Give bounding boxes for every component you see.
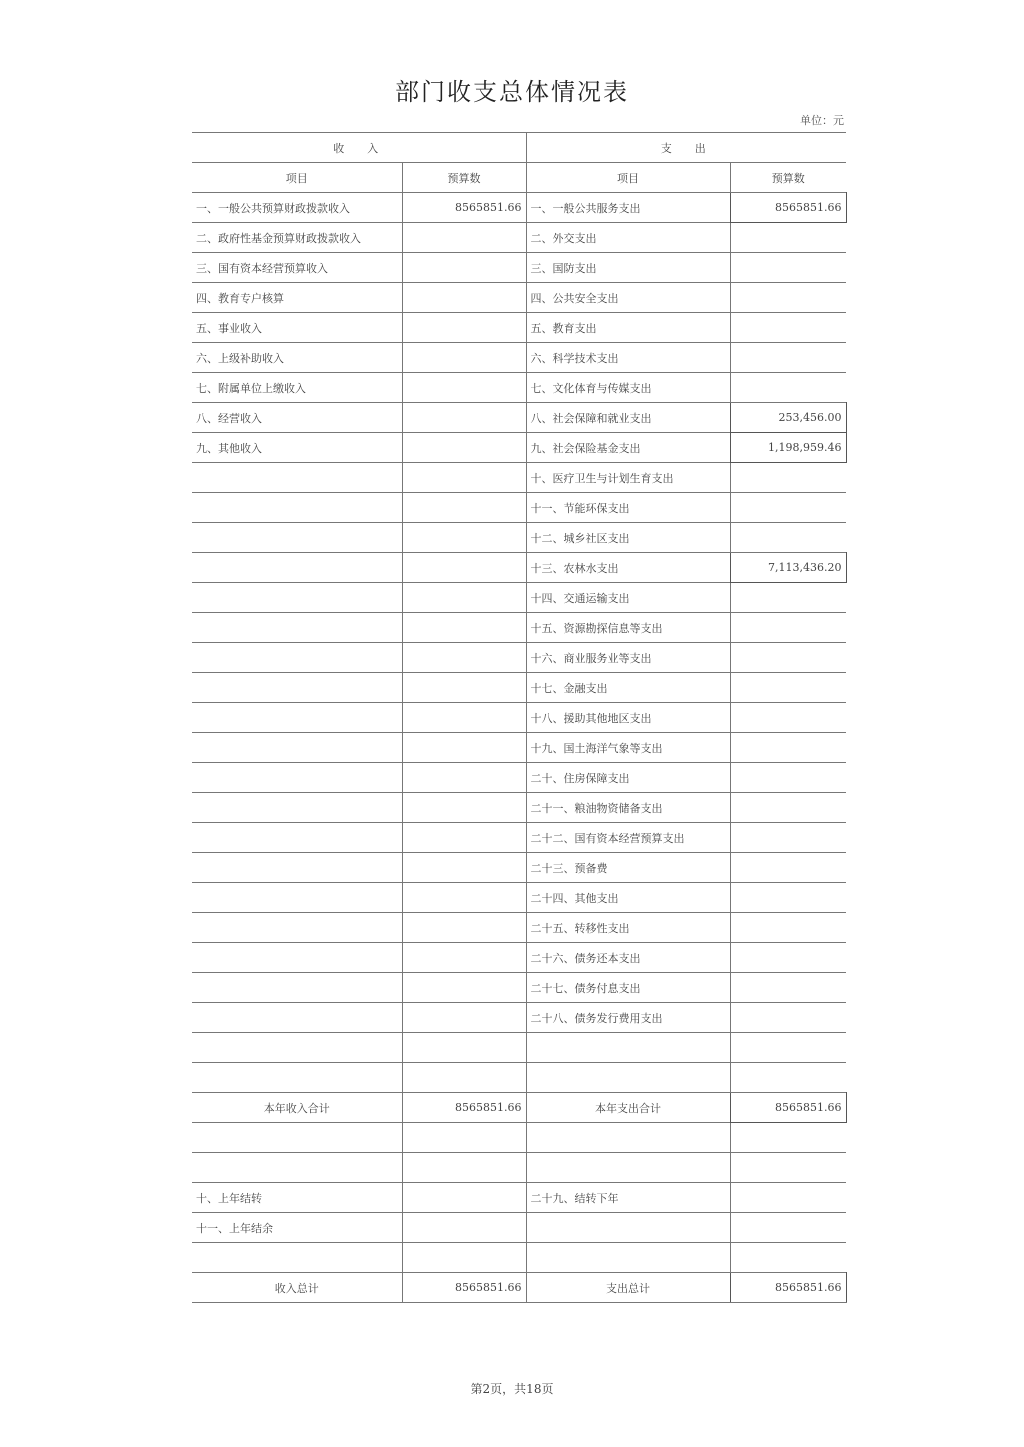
expense-value bbox=[730, 883, 846, 913]
blank-cell bbox=[192, 1243, 402, 1273]
income-value bbox=[402, 673, 526, 703]
carry-out-value bbox=[730, 1183, 846, 1213]
expense-item: 五、教育支出 bbox=[526, 313, 730, 343]
expense-budget-header: 预算数 bbox=[730, 163, 846, 193]
income-item bbox=[192, 703, 402, 733]
table-row bbox=[192, 823, 846, 853]
expense-value bbox=[730, 763, 846, 793]
expense-item: 四、公共安全支出 bbox=[526, 283, 730, 313]
income-expense-table bbox=[192, 132, 847, 1303]
expense-item: 二十八、债务发行费用支出 bbox=[526, 1003, 730, 1033]
blank-cell bbox=[730, 1123, 846, 1153]
table-row bbox=[192, 853, 846, 883]
expense-item: 二十一、粮油物资储备支出 bbox=[526, 793, 730, 823]
table-row bbox=[192, 943, 846, 973]
table-row bbox=[192, 313, 846, 343]
table-row bbox=[192, 1123, 846, 1153]
income-grand-total-value: 8565851.66 bbox=[402, 1273, 526, 1303]
income-value bbox=[402, 583, 526, 613]
expense-item: 十五、资源勘探信息等支出 bbox=[526, 613, 730, 643]
expense-item: 十、医疗卫生与计划生育支出 bbox=[526, 463, 730, 493]
income-item bbox=[192, 763, 402, 793]
expense-item: 二十五、转移性支出 bbox=[526, 913, 730, 943]
table-row bbox=[192, 433, 846, 463]
income-item bbox=[192, 1063, 402, 1093]
expense-value bbox=[730, 373, 846, 403]
income-value bbox=[402, 523, 526, 553]
blank-cell bbox=[192, 1153, 402, 1183]
expense-value bbox=[730, 283, 846, 313]
income-value bbox=[402, 553, 526, 583]
table-row bbox=[192, 733, 846, 763]
expense-section-label: 支 出 bbox=[526, 133, 846, 163]
table-row bbox=[192, 583, 846, 613]
expense-item: 一、一般公共服务支出 bbox=[526, 193, 730, 223]
income-item-header: 项目 bbox=[192, 163, 402, 193]
income-item bbox=[192, 523, 402, 553]
table-row bbox=[192, 1063, 846, 1093]
column-header-row bbox=[192, 163, 846, 193]
table-row bbox=[192, 1003, 846, 1033]
expense-value bbox=[730, 343, 846, 373]
income-value bbox=[402, 973, 526, 1003]
expense-item: 十七、金融支出 bbox=[526, 673, 730, 703]
table-row bbox=[192, 193, 846, 223]
income-item: 九、其他收入 bbox=[192, 433, 402, 463]
expense-value bbox=[730, 1003, 846, 1033]
table-row bbox=[192, 793, 846, 823]
expense-value: 7,113,436.20 bbox=[730, 553, 846, 583]
blank-cell bbox=[526, 1243, 730, 1273]
income-item bbox=[192, 943, 402, 973]
table-row bbox=[192, 613, 846, 643]
table-row bbox=[192, 973, 846, 1003]
income-value bbox=[402, 913, 526, 943]
income-item bbox=[192, 793, 402, 823]
expense-value bbox=[730, 733, 846, 763]
income-budget-header: 预算数 bbox=[402, 163, 526, 193]
expense-value bbox=[730, 613, 846, 643]
expense-value bbox=[730, 973, 846, 1003]
expense-value bbox=[730, 463, 846, 493]
expense-item: 七、文化体育与传媒支出 bbox=[526, 373, 730, 403]
income-item: 二、政府性基金预算财政拨款收入 bbox=[192, 223, 402, 253]
expense-item bbox=[526, 1063, 730, 1093]
surplus-label: 十一、上年结余 bbox=[192, 1213, 402, 1243]
table-row bbox=[192, 643, 846, 673]
expense-item: 二十二、国有资本经营预算支出 bbox=[526, 823, 730, 853]
income-value bbox=[402, 733, 526, 763]
expense-value bbox=[730, 493, 846, 523]
income-item bbox=[192, 823, 402, 853]
expense-value bbox=[730, 583, 846, 613]
income-value bbox=[402, 463, 526, 493]
table-row bbox=[192, 913, 846, 943]
income-value: 8565851.66 bbox=[402, 193, 526, 223]
income-item bbox=[192, 973, 402, 1003]
expense-value bbox=[730, 943, 846, 973]
expense-item-header: 项目 bbox=[526, 163, 730, 193]
expense-item: 八、社会保障和就业支出 bbox=[526, 403, 730, 433]
blank-cell bbox=[402, 1153, 526, 1183]
expense-item: 二十三、预备费 bbox=[526, 853, 730, 883]
carry-out-label: 二十九、结转下年 bbox=[526, 1183, 730, 1213]
income-item bbox=[192, 493, 402, 523]
expense-item: 六、科学技术支出 bbox=[526, 343, 730, 373]
income-value bbox=[402, 823, 526, 853]
income-value bbox=[402, 703, 526, 733]
income-item bbox=[192, 1033, 402, 1063]
carry-in-value bbox=[402, 1183, 526, 1213]
table-row bbox=[192, 253, 846, 283]
blank-cell bbox=[526, 1153, 730, 1183]
income-value bbox=[402, 853, 526, 883]
blank-cell bbox=[526, 1213, 730, 1243]
surplus-value bbox=[402, 1213, 526, 1243]
income-item bbox=[192, 463, 402, 493]
expense-value: 253,456.00 bbox=[730, 403, 846, 433]
expense-value bbox=[730, 253, 846, 283]
surplus-row bbox=[192, 1213, 846, 1243]
expense-item: 二十四、其他支出 bbox=[526, 883, 730, 913]
income-value bbox=[402, 343, 526, 373]
income-item bbox=[192, 553, 402, 583]
income-item bbox=[192, 913, 402, 943]
table-row bbox=[192, 463, 846, 493]
grand-total-row bbox=[192, 1273, 846, 1303]
income-value bbox=[402, 1063, 526, 1093]
table-row bbox=[192, 493, 846, 523]
expense-value bbox=[730, 913, 846, 943]
expense-value bbox=[730, 793, 846, 823]
expense-year-total-label: 本年支出合计 bbox=[526, 1093, 730, 1123]
blank-cell bbox=[402, 1123, 526, 1153]
blank-cell bbox=[730, 1153, 846, 1183]
blank-cell bbox=[526, 1123, 730, 1153]
income-value bbox=[402, 883, 526, 913]
expense-item: 十二、城乡社区支出 bbox=[526, 523, 730, 553]
expense-value bbox=[730, 673, 846, 703]
income-value bbox=[402, 493, 526, 523]
income-value bbox=[402, 313, 526, 343]
table-row bbox=[192, 283, 846, 313]
carry-in-label: 十、上年结转 bbox=[192, 1183, 402, 1213]
table-row bbox=[192, 553, 846, 583]
expense-item: 二十六、债务还本支出 bbox=[526, 943, 730, 973]
table-row bbox=[192, 403, 846, 433]
income-grand-total-label: 收入总计 bbox=[192, 1273, 402, 1303]
income-value bbox=[402, 223, 526, 253]
income-item: 七、附属单位上缴收入 bbox=[192, 373, 402, 403]
table-row bbox=[192, 1153, 846, 1183]
expense-item: 十一、节能环保支出 bbox=[526, 493, 730, 523]
expense-value bbox=[730, 223, 846, 253]
income-value bbox=[402, 1033, 526, 1063]
income-value bbox=[402, 373, 526, 403]
table-row bbox=[192, 223, 846, 253]
table-row bbox=[192, 763, 846, 793]
expense-value bbox=[730, 313, 846, 343]
table-row bbox=[192, 523, 846, 553]
income-value bbox=[402, 943, 526, 973]
expense-value bbox=[730, 823, 846, 853]
table-row bbox=[192, 673, 846, 703]
income-item: 八、经营收入 bbox=[192, 403, 402, 433]
income-item bbox=[192, 673, 402, 703]
income-item bbox=[192, 853, 402, 883]
expense-year-total-value: 8565851.66 bbox=[730, 1093, 846, 1123]
table-row bbox=[192, 373, 846, 403]
table-row bbox=[192, 883, 846, 913]
income-value bbox=[402, 793, 526, 823]
blank-cell bbox=[730, 1243, 846, 1273]
expense-value bbox=[730, 703, 846, 733]
expense-item: 十八、援助其他地区支出 bbox=[526, 703, 730, 733]
income-value bbox=[402, 613, 526, 643]
blank-cell bbox=[402, 1243, 526, 1273]
income-value bbox=[402, 643, 526, 673]
income-item bbox=[192, 583, 402, 613]
expense-value bbox=[730, 1063, 846, 1093]
expense-item: 二十七、债务付息支出 bbox=[526, 973, 730, 1003]
page-title: 部门收支总体情况表 bbox=[395, 78, 629, 106]
page-footer: 第2页，共18页 bbox=[470, 1382, 554, 1396]
expense-item: 二、外交支出 bbox=[526, 223, 730, 253]
income-section-label: 收 入 bbox=[192, 133, 526, 163]
income-item bbox=[192, 643, 402, 673]
income-item: 一、一般公共预算财政拨款收入 bbox=[192, 193, 402, 223]
income-item bbox=[192, 613, 402, 643]
table-row bbox=[192, 1243, 846, 1273]
blank-cell bbox=[730, 1213, 846, 1243]
income-value bbox=[402, 763, 526, 793]
expense-value bbox=[730, 523, 846, 553]
income-value bbox=[402, 1003, 526, 1033]
income-item: 三、国有资本经营预算收入 bbox=[192, 253, 402, 283]
expense-value: 8565851.66 bbox=[730, 193, 846, 223]
expense-value: 1,198,959.46 bbox=[730, 433, 846, 463]
expense-item: 二十、住房保障支出 bbox=[526, 763, 730, 793]
year-total-row bbox=[192, 1093, 846, 1123]
table-row bbox=[192, 1033, 846, 1063]
income-value bbox=[402, 403, 526, 433]
expense-value bbox=[730, 1033, 846, 1063]
expense-grand-total-value: 8565851.66 bbox=[730, 1273, 846, 1303]
carry-over-row bbox=[192, 1183, 846, 1213]
table-row bbox=[192, 703, 846, 733]
income-year-total-label: 本年收入合计 bbox=[192, 1093, 402, 1123]
income-item: 五、事业收入 bbox=[192, 313, 402, 343]
income-value bbox=[402, 283, 526, 313]
income-item: 四、教育专户核算 bbox=[192, 283, 402, 313]
expense-item: 十九、国土海洋气象等支出 bbox=[526, 733, 730, 763]
table-row bbox=[192, 343, 846, 373]
expense-item: 十三、农林水支出 bbox=[526, 553, 730, 583]
expense-item: 十四、交通运输支出 bbox=[526, 583, 730, 613]
income-item bbox=[192, 1003, 402, 1033]
blank-cell bbox=[192, 1123, 402, 1153]
expense-value bbox=[730, 643, 846, 673]
income-year-total-value: 8565851.66 bbox=[402, 1093, 526, 1123]
income-item bbox=[192, 883, 402, 913]
section-header-row bbox=[192, 133, 846, 163]
income-value bbox=[402, 253, 526, 283]
income-item bbox=[192, 733, 402, 763]
income-value bbox=[402, 433, 526, 463]
expense-item: 九、社会保险基金支出 bbox=[526, 433, 730, 463]
expense-item bbox=[526, 1033, 730, 1063]
expense-item: 十六、商业服务业等支出 bbox=[526, 643, 730, 673]
unit-label: 单位：元 bbox=[800, 114, 844, 127]
expense-value bbox=[730, 853, 846, 883]
expense-item: 三、国防支出 bbox=[526, 253, 730, 283]
expense-grand-total-label: 支出总计 bbox=[526, 1273, 730, 1303]
income-item: 六、上级补助收入 bbox=[192, 343, 402, 373]
